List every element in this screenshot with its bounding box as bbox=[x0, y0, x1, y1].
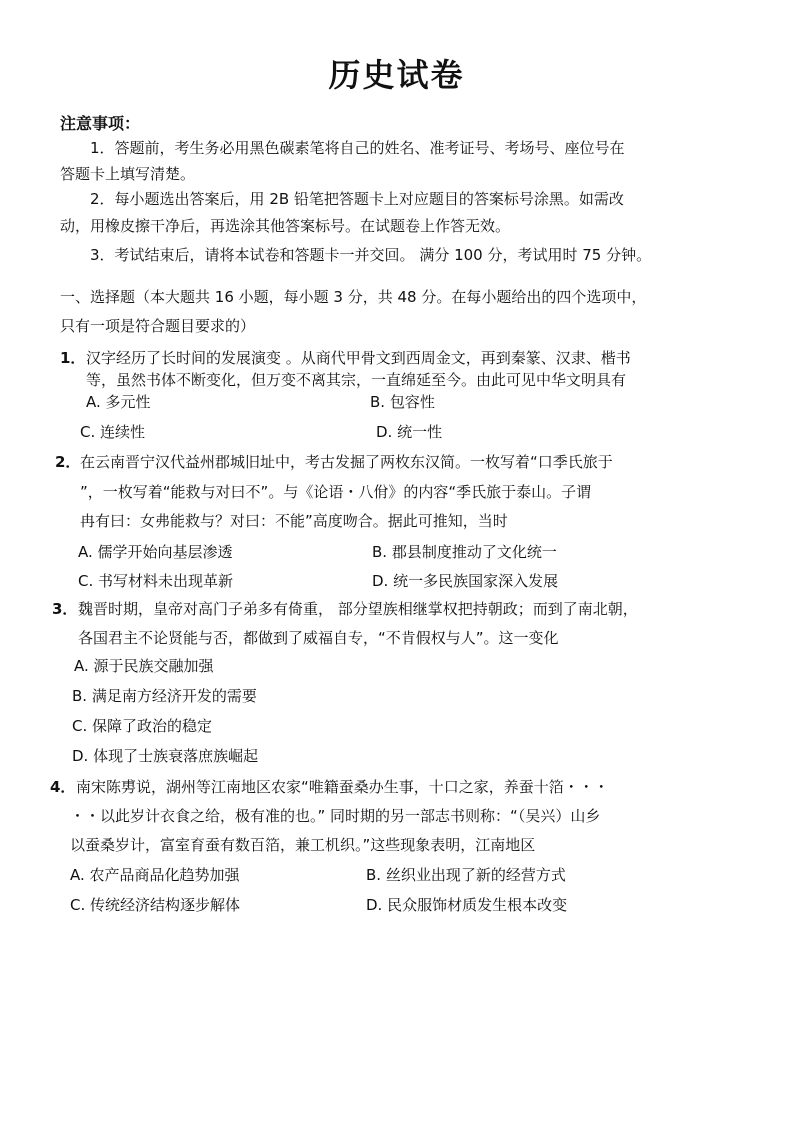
notice-heading: 注意事项： bbox=[60, 114, 141, 133]
question-4-line-1: 南宋陈旉说，湖州等江南地区农家“唯籍蚕桑办生事，十口之家，养蚕十箔・・・ bbox=[76, 778, 609, 796]
question-2-option-d: D. 统一多民族国家深入发展 bbox=[372, 572, 559, 590]
question-1-option-d: D. 统一性 bbox=[376, 423, 443, 441]
question-1-line-2: 等，虽然书体不断变化，但万变不离其宗，一直绵延至今。由此可见中华文明具有 bbox=[86, 371, 627, 389]
notice-item-3-line-1: 3．考试结束后，请将本试卷和答题卡一并交回。 满分 100 分，考试用时 75 分钟。 bbox=[90, 246, 652, 264]
question-3-option-a: A. 源于民族交融加强 bbox=[74, 657, 214, 675]
question-2-number: 2． bbox=[55, 453, 81, 471]
question-4-line-2: ・・以此岁计衣食之给，极有准的也。” 同时期的另一部志书则称：“（吴兴）山乡 bbox=[70, 807, 601, 825]
question-2-option-a: A. 儒学开始向基层渗透 bbox=[78, 543, 233, 561]
question-4-option-c: C. 传统经济结构逐步解体 bbox=[70, 896, 241, 914]
question-3-number: 3． bbox=[52, 600, 78, 618]
section-heading-line-1: 一、选择题（本大题共 16 小题，每小题 3 分，共 48 分。在每小题给出的四个选项中， bbox=[60, 288, 647, 306]
question-1-option-c: C. 连续性 bbox=[80, 423, 146, 441]
question-2-option-c: C. 书写材料未出现革新 bbox=[78, 572, 234, 590]
question-2-line-1: 在云南晋宁汉代益州郡城旧址中，考古发掘了两枚东汉简。一枚写着“口季氏旅于 bbox=[80, 453, 613, 471]
section-heading-line-2: 只有一项是符合题目要求的） bbox=[60, 317, 256, 335]
notice-item-1-line-2: 答题卡上填写清楚。 bbox=[60, 165, 196, 183]
question-2-line-3: 冉有曰：女弗能救与？对曰：不能”高度吻合。据此可推知，当时 bbox=[80, 512, 508, 530]
question-4-number: 4． bbox=[50, 778, 76, 796]
page-title: 历史试卷 bbox=[328, 56, 465, 94]
notice-item-1-line-1: 1．答题前，考生务必用黑色碳素笔将自己的姓名、准考证号、考场号、座位号在 bbox=[90, 139, 625, 157]
question-4-option-d: D. 民众服饰材质发生根本改变 bbox=[366, 896, 568, 914]
question-1-line-1: 汉字经历了长时间的发展演变 。从商代甲骨文到西周金文，再到秦篆、汉隶、楷书 bbox=[86, 349, 631, 367]
question-4-option-b: B. 丝织业出现了新的经营方式 bbox=[366, 866, 566, 884]
question-3-option-c: C. 保障了政治的稳定 bbox=[72, 717, 213, 735]
question-4-option-a: A. 农产品商品化趋势加强 bbox=[70, 866, 240, 884]
question-2-line-2: ”，一枚写着“能救与对曰不”。与《论语・八佾》的内容“季氏旅于泰山。子谓 bbox=[80, 483, 592, 501]
notice-item-2-line-1: 2．每小题选出答案后，用 2B 铅笔把答题卡上对应题目的答案标号涂黑。如需改 bbox=[90, 190, 624, 208]
question-1-number: 1． bbox=[60, 349, 86, 367]
notice-item-2-line-2: 动，用橡皮擦干净后，再选涂其他答案标号。在试题卷上作答无效。 bbox=[60, 217, 511, 235]
question-1-option-a: A. 多元性 bbox=[86, 393, 151, 411]
question-4-line-3: 以蚕桑岁计，富室育蚕有数百箔，兼工机织。”这些现象表明，江南地区 bbox=[70, 836, 536, 854]
question-2-option-b: B. 郡县制度推动了文化统一 bbox=[372, 543, 557, 561]
question-1-option-b: B. 包容性 bbox=[370, 393, 435, 411]
question-3-line-2: 各国君主不论贤能与否，都做到了威福自专，“不肯假权与人”。这一变化 bbox=[78, 629, 559, 647]
question-3-line-1: 魏晋时期，皇帝对高门子弟多有倚重， 部分望族相继掌权把持朝政；而到了南北朝， bbox=[78, 600, 638, 618]
question-3-option-d: D. 体现了士族衰落庶族崛起 bbox=[72, 747, 259, 765]
question-3-option-b: B. 满足南方经济开发的需要 bbox=[72, 687, 257, 705]
